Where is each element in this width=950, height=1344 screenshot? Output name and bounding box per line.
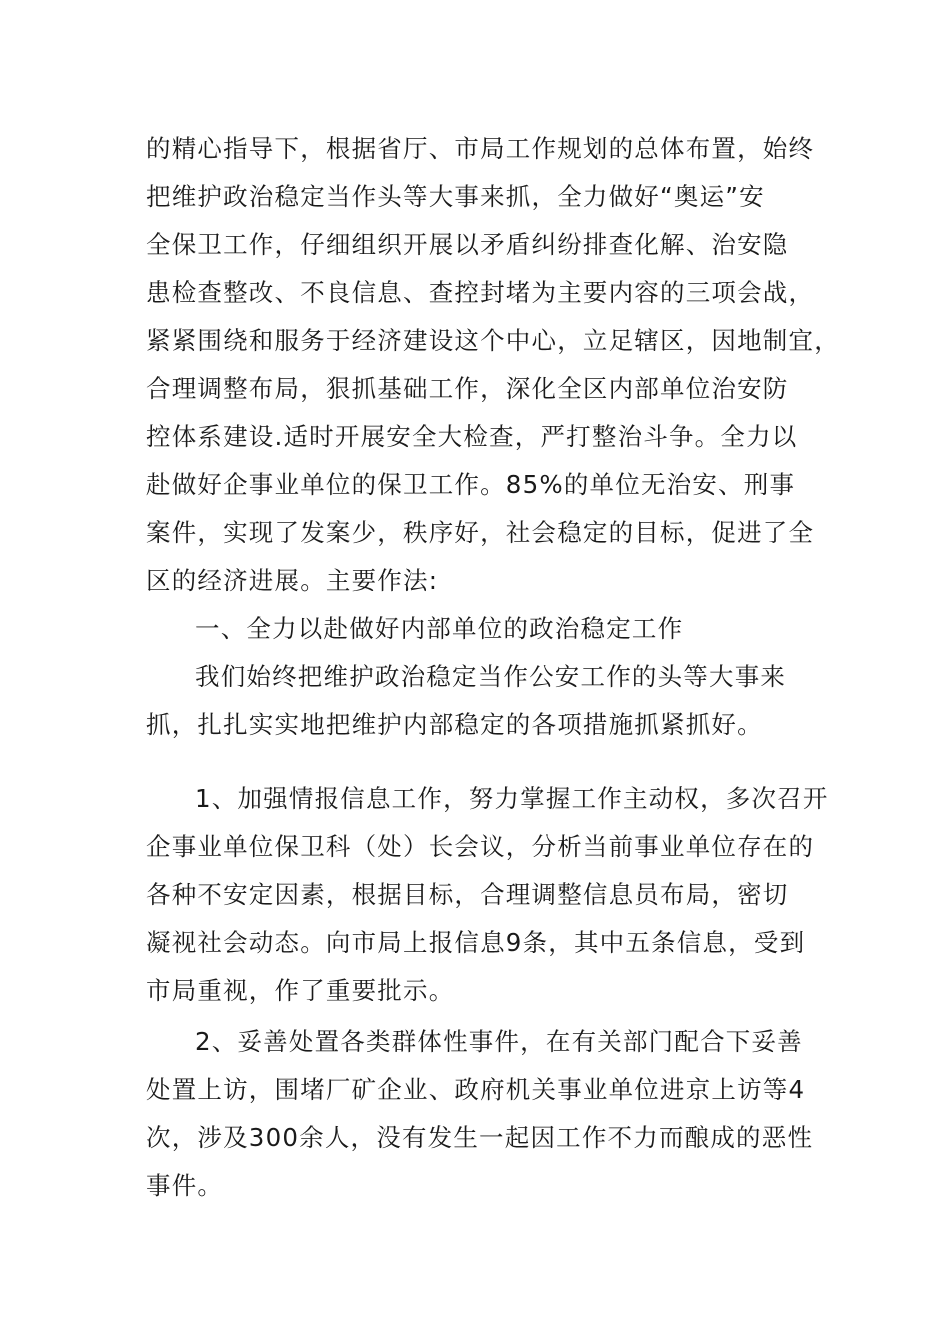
- body-text-section-1: [146, 125, 840, 749]
- paragraph-2-line: 我们始终把维护政治稳定当作公安工作的头等大事来: [195, 662, 787, 691]
- paragraph-4-line: 处置上访，围堵厂矿企业、政府机关事业单位进京上访等4: [146, 1075, 806, 1104]
- paragraph-1-line: 患检查整改、不良信息、查控封堵为主要内容的三项会战，: [146, 278, 815, 307]
- paragraph-3-line: 凝视社会动态。向市局上报信息9条，其中五条信息，受到: [146, 928, 806, 957]
- paragraph-1-line: 案件，实现了发案少，秩序好，社会稳定的目标，促进了全: [146, 518, 815, 547]
- body-text-section-3: [146, 1018, 814, 1210]
- paragraph-3-line: 各种不安定因素，根据目标，合理调整信息员布局，密切: [146, 880, 789, 909]
- paragraph-1-line: 紧紧围绕和服务于经济建设这个中心，立足辖区，因地制宜，: [146, 326, 840, 355]
- paragraph-2-line: 抓，扎扎实实地把维护内部稳定的各项措施抓紧抓好。: [146, 710, 763, 739]
- paragraph-3-line: 市局重视，作了重要批示。: [146, 976, 455, 1005]
- paragraph-4-line: 事件。: [146, 1171, 224, 1200]
- paragraph-1-line: 的精心指导下，根据省厅、市局工作规划的总体布置，始终: [146, 134, 815, 163]
- paragraph-1-line: 控体系建设.适时开展安全大检查，严打整治斗争。全力以: [146, 422, 798, 451]
- section-heading-1: 一、全力以赴做好内部单位的政治稳定工作: [195, 614, 684, 643]
- paragraph-1-line: 全保卫工作，仔细组织开展以矛盾纠纷排查化解、治安隐: [146, 230, 789, 259]
- paragraph-3-line: 企事业单位保卫科（处）长会议，分析当前事业单位存在的: [146, 832, 815, 861]
- paragraph-4-line: 2、妥善处置各类群体性事件，在有关部门配合下妥善: [195, 1027, 803, 1056]
- body-text-section-2: [146, 775, 829, 1015]
- paragraph-1-line: 合理调整布局，狠抓基础工作，深化全区内部单位治安防: [146, 374, 789, 403]
- paragraph-1-line: 赴做好企事业单位的保卫工作。85%的单位无治安、刑事: [146, 470, 796, 499]
- paragraph-3-line: 1、加强情报信息工作，努力掌握工作主动权，多次召开: [195, 784, 829, 813]
- paragraph-4-line: 次，涉及300余人，没有发生一起因工作不力而酿成的恶性: [146, 1123, 814, 1152]
- paragraph-1-line: 把维护政治稳定当作头等大事来抓，全力做好“奥运”安: [146, 182, 765, 211]
- paragraph-1-line: 区的经济进展。主要作法:: [146, 566, 439, 595]
